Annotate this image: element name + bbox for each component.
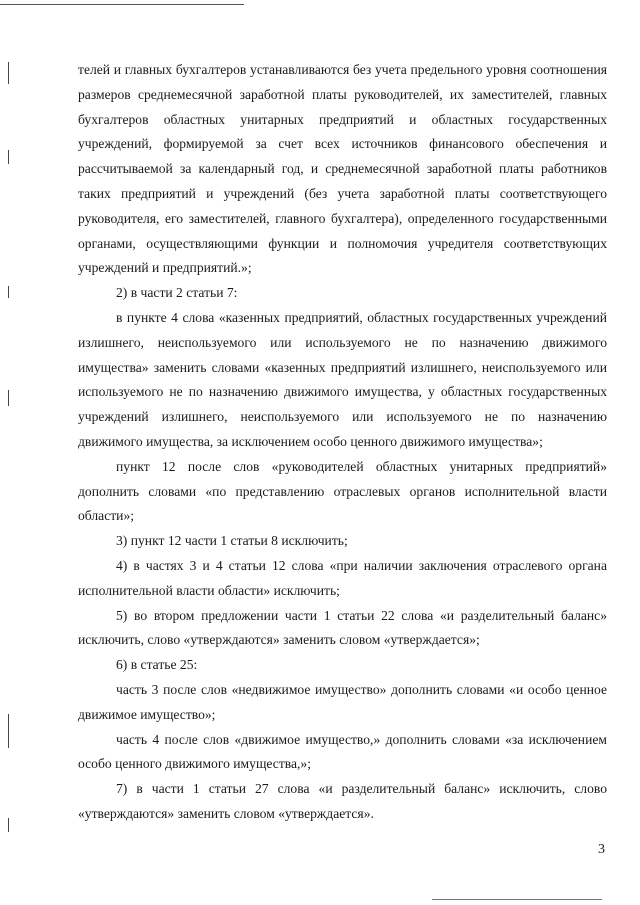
paragraph: 4) в частях 3 и 4 статьи 12 слова «при наличии заключения отраслевого органа исполнительной власти области» исключить; — [78, 557, 607, 598]
document-body — [78, 58, 607, 827]
paragraph: 2) в части 2 статьи 7: — [116, 285, 238, 301]
paragraph: 7) в части 1 статьи 27 слова «и разделительный баланс» исключить, слово «утверждаются» заменить словом «утверждается». — [78, 781, 607, 821]
paragraph: 3) пункт 12 части 1 статьи 8 исключить; — [116, 533, 348, 549]
page-number: 3 — [598, 842, 605, 857]
paragraph: часть 4 после слов «движимое имущество,» дополнить словами «за исключением особо ценного движимого имущества,»; — [78, 731, 607, 772]
paragraph: в пункте 4 слова «казенных предприятий, областных государственных учреждений излишнего, неиспользуемого или используемого не по назначению движимого имущества» заменить словами «казенных предприятий излишнего, неиспользуемого или используемого не по назначению движимого имущества, у областных государственных учреждений излишнего, неиспользуемого или используемого не по назначению движимого имущества, за исключением особо ценного движимого имущества»; — [78, 309, 607, 449]
paragraph: часть 3 после слов «недвижимое имущество» дополнить словами «и особо ценное движимое имущество»; — [78, 681, 607, 722]
scan-mark — [8, 390, 9, 406]
scan-mark — [8, 818, 9, 832]
paragraph: телей и главных бухгалтеров устанавливаются без учета предельного уровня соотношения размеров среднемесячной заработной платы руководителей, их заместителей, главных бухгалтеров областных унитарных предприятий и областных государственных учреждений, формируемой за счет всех источников финансового обеспечения и рассчитываемой за календарный год, и среднемесячной заработной платы работников таких предприятий и учреждений (без учета заработной платы соответствующего руководителя, его заместителей, главного бухгалтера), определенного государственными органами, осуществляющими функции и полномочия учредителя соответствующих учреждений и предприятий.»; — [78, 62, 607, 276]
paragraph: 5) во втором предложении части 1 статьи 22 слова «и разделительный баланс» исключить, слово «утверждаются» заменить словом «утверждается»; — [78, 607, 607, 648]
paragraph: 6) в статье 25: — [116, 657, 198, 673]
paragraph: пункт 12 после слов «руководителей областных унитарных предприятий» дополнить словами «по представлению отраслевых органов исполнительной власти области»; — [78, 458, 607, 524]
scan-mark — [8, 714, 9, 748]
scan-mark — [8, 150, 9, 164]
bottom-rule — [432, 899, 602, 900]
scan-mark — [8, 286, 9, 298]
scan-mark — [8, 62, 9, 84]
top-rule — [0, 4, 244, 5]
